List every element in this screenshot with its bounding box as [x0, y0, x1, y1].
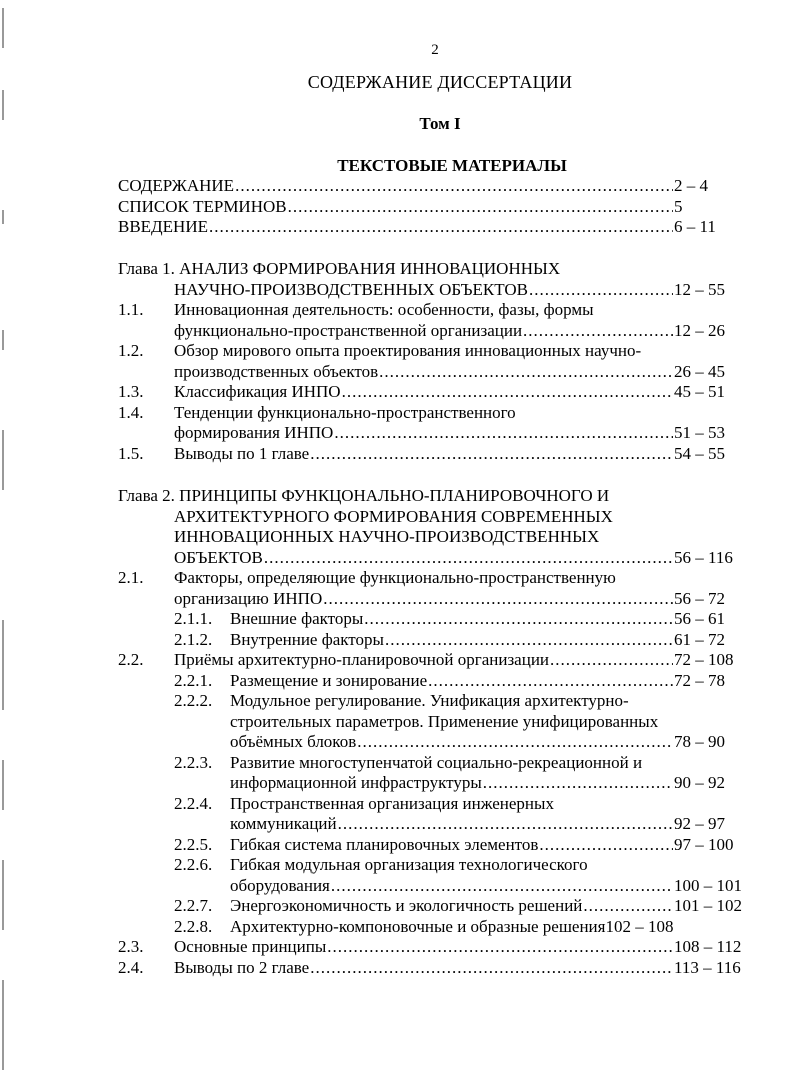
toc-entry-2-4: 2.4. Выводы по 2 главе ..... 113 – 116 — [118, 958, 730, 979]
toc-entry-2-2-1: 2.2.1. Размещение и зонирование ..... 72 – 78 — [118, 671, 730, 692]
toc-entry: ВВЕДЕНИЕ ..... 6 – 11 — [118, 217, 730, 238]
chapter-2-heading: Глава 2. ПРИНЦИПЫ ФУНКЦОНАЛЬНО-ПЛАНИРОВОЧНОГО И — [118, 486, 610, 505]
chapter-2-heading-l2: АРХИТЕКТУРНОГО ФОРМИРОВАНИЯ СОВРЕМЕННЫХ — [174, 506, 613, 526]
toc-entry-2-2-7: 2.2.7. Энергоэкономичность и экологичность решений ..... 101 – 102 — [118, 896, 730, 917]
volume-heading: Том I — [419, 114, 461, 133]
toc-entry-1-4-cont: формирования ИНПО ..... 51 – 53 — [118, 423, 730, 444]
toc-entry-2-2-3-l2: информационной инфраструктуры ..... 90 – 92 — [118, 773, 730, 794]
toc-entry-2-1-1: 2.1.1. Внешние факторы ..... 56 – 61 — [118, 609, 730, 630]
toc-entry-2-2-4: 2.2.4. Пространственная организация инженерных — [174, 793, 554, 813]
toc-entry: СПИСОК ТЕРМИНОВ ..... 5 — [118, 197, 730, 218]
chapter-2-heading-l3: ИННОВАЦИОННЫХ НАУЧНО-ПРОИЗВОДСТВЕННЫХ — [174, 527, 600, 546]
toc-entry: СОДЕРЖАНИЕ ..... 2 – 4 — [118, 176, 730, 197]
chapter-1-heading: Глава 1. АНАЛИЗ ФОРМИРОВАНИЯ ИННОВАЦИОННЫХ — [118, 259, 561, 278]
chapter-2-heading-l4: ОБЪЕКТОВ ..... 56 – 116 — [118, 548, 730, 569]
document-title: СОДЕРЖАНИЕ ДИССЕРТАЦИИ — [307, 72, 573, 92]
toc-entry-1-1: 1.1. Инновационная деятельность: особенности, фазы, формы — [118, 300, 594, 319]
section-heading: ТЕКСТОВЫЕ МАТЕРИАЛЫ — [337, 156, 567, 175]
toc-entry-2-2: 2.2. Приёмы архитектурно-планировочной организации ..... 72 – 108 — [118, 650, 730, 671]
toc-chapter-1 — [118, 259, 730, 464]
toc-entry-2-2-8: 2.2.8. Архитектурно-компоновочные и образные решения 102 – 108 — [174, 916, 674, 936]
toc-entry-1-4: 1.4. Тенденции функционально-пространственного — [118, 402, 516, 422]
toc-entry-2-2-6-l2: оборудования ..... 100 – 101 — [118, 876, 730, 897]
toc-entry-2-1-cont: организацию ИНПО ..... 56 – 72 — [118, 589, 730, 610]
toc-front-matter — [118, 176, 730, 238]
toc-entry-2-2-5: 2.2.5. Гибкая система планировочных элементов ..... 97 – 100 — [118, 835, 730, 856]
toc-entry-1-2-cont: производственных объектов ..... 26 – 45 — [118, 362, 730, 383]
toc-entry-2-2-4-l2: коммуникаций ..... 92 – 97 — [118, 814, 730, 835]
toc-entry-1-3: 1.3. Классификация ИНПО ..... 45 – 51 — [118, 382, 730, 403]
toc-entry-2-2-3: 2.2.3. Развитие многоступенчатой социально-рекреационной и — [174, 752, 643, 772]
page-number: 2 — [431, 42, 439, 58]
toc-entry-2-2-2: 2.2.2. Модульное регулирование. Унификация архитектурно- — [174, 691, 629, 710]
toc-entry-1-1-cont: функционально-пространственной организации ..... 12 – 26 — [118, 321, 730, 342]
toc-entry-2-2-6: 2.2.6. Гибкая модульная организация технологического — [174, 855, 588, 874]
toc-entry-1-2: 1.2. Обзор мирового опыта проектирования инновационных научно- — [118, 341, 642, 360]
toc-entry-2-1: 2.1. Факторы, определяющие функционально-пространственную — [118, 568, 616, 587]
toc-entry-2-3: 2.3. Основные принципы ..... 108 – 112 — [118, 937, 730, 958]
toc-entry-2-2-2-l3: объёмных блоков ..... 78 – 90 — [118, 732, 730, 753]
chapter-1-heading-cont: НАУЧНО-ПРОИЗВОДСТВЕННЫХ ОБЪЕКТОВ ..... 12 – 55 — [118, 280, 730, 301]
toc-entry-2-1-2: 2.1.2. Внутренние факторы ..... 61 – 72 — [118, 630, 730, 651]
toc-chapter-2 — [118, 486, 742, 978]
toc-entry-2-2-2-l2: строительных параметров. Применение унифицированных — [230, 711, 659, 731]
toc-entry-1-5: 1.5. Выводы по 1 главе ..... 54 – 55 — [118, 444, 730, 465]
